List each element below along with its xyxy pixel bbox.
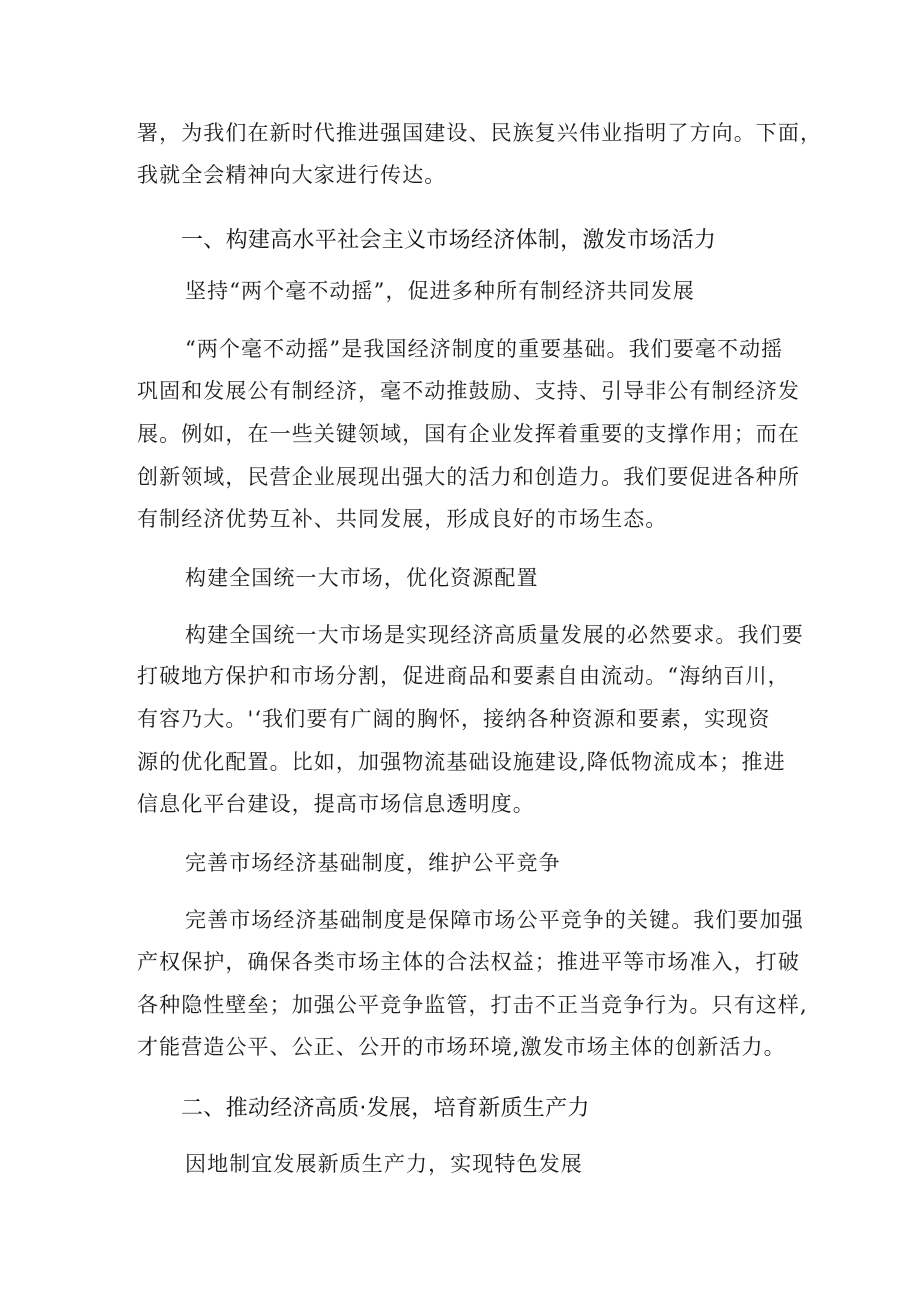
section-1-heading: 一、构建高水平社会主义市场经济体制，激发市场活力 [181,228,717,253]
section-1-sub-1-line-1: “两个毫不动摇”是我国经济制度的重要基础。我们要毫不动摇 [185,337,784,361]
section-1-sub-3-line-2: 产权保护，确保各类市场主体的合法权益；推进平等市场准入，打破 [137,950,800,974]
section-1-sub-2-line-3: 有容乃大。'‘我们要有广阔的胸怀，接纳各种资源和要素，实现资 [137,707,771,731]
intro-line-1: 署，为我们在新时代推进强国建设、民族复兴伟业指明了方向。下面， [137,121,823,145]
section-2-heading: 二、推动经济高质·发展，培育新质生产力 [181,1096,590,1121]
section-1-sub-1-line-5: 有制经济优势互补、共同发展，形成良好的市场生态。 [137,507,668,531]
section-1-sub-3-line-3: 各种隐性壁垒；加强公平竞争监管，打击不正当竞争行为。只有这样, [137,993,808,1017]
section-1-sub-2-line-4: 源的优化配置。比如，加强物流基础设施建设,降低物流成本；推进 [137,750,786,774]
section-1-sub-3-title: 完善市场经济基础制度，维护公平竞争 [185,851,561,875]
section-1-sub-1-line-3: 展。例如，在一些关键领域，国有企业发挥着重要的支撑作用；而在 [137,422,800,446]
section-1-sub-2-line-5: 信息化平台建设，提高市场信息透明度。 [137,792,535,816]
section-2-sub-1-title: 因地制宜发展新质生产力，实现特色发展 [185,1152,583,1176]
section-1-sub-3-line-4: 才能营造公平、公正、公开的市场环境,激发市场主体的创新活力。 [137,1035,786,1059]
section-1-sub-2-line-2: 打破地方保护和市场分割，促进商品和要素自由流动。“海纳百川， [137,664,790,688]
section-1-sub-2-title: 构建全国统一大市场，优化资源配置 [185,566,539,590]
section-1-sub-2-line-1: 构建全国统一大市场是实现经济高质量发展的必然要求。我们要 [185,623,804,647]
section-1-sub-1-title: 坚持“两个毫不动摇”，促进多种所有制经济共同发展 [185,279,695,303]
intro-line-2: 我就全会精神向大家进行传达。 [137,163,447,187]
section-1-sub-3-line-1: 完善市场经济基础制度是保障市场公平竞争的关键。我们要加强 [185,908,804,932]
section-1-sub-1-line-2: 巩固和发展公有制经济，毫不动推鼓励、支持、引导非公有制经济发 [137,379,800,403]
section-1-sub-1-line-4: 创新领域，民营企业展现出强大的活力和创造力。我们要促进各种所 [137,465,800,489]
